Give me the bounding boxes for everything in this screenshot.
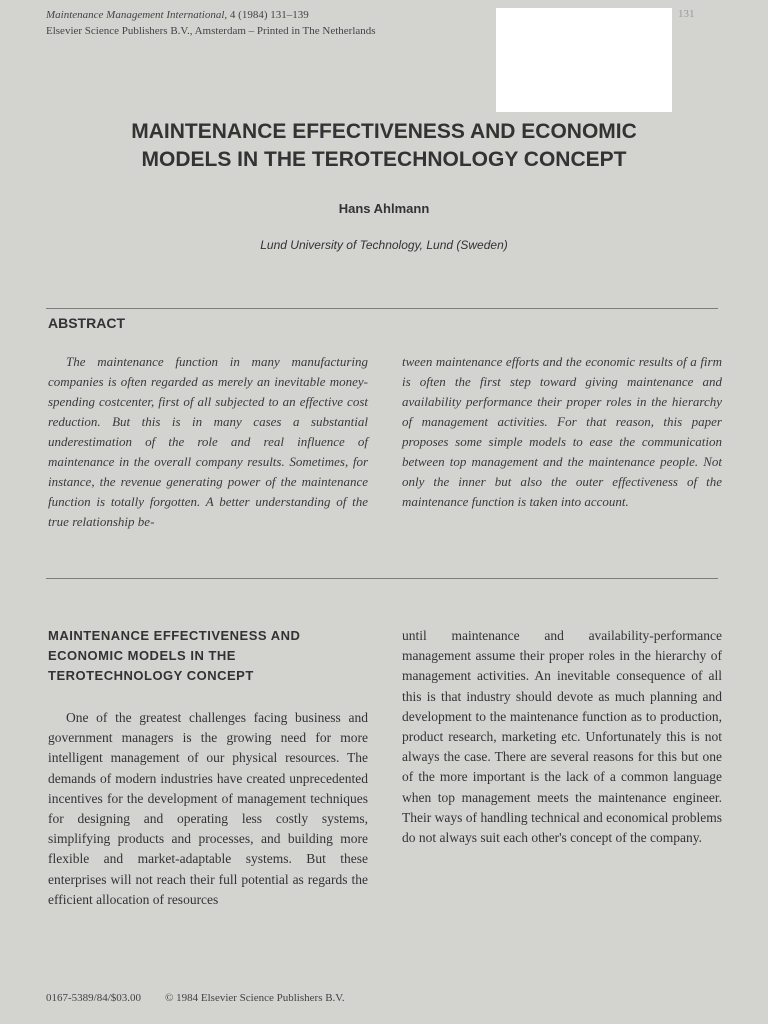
article-code: 0167-5389/84/$03.00 [46,992,142,1004]
copyright-notice: © 1984 Elsevier Science Publishers B.V. [165,992,345,1004]
abstract-heading: ABSTRACT [48,315,125,331]
abstract-right-column: tween maintenance efforts and the economic results of a firm is often the first step toward giving maintenance and availability performance their proper roles in the hierarchy of management activities. For that reason, this paper proposes some simple models to ease the communication between top management and the maintenance people. Not only the inner but also the outer effectiveness of the maintenance function is taken into account. [402,354,722,509]
abstract-left-column: The maintenance function in many manufacturing companies is often regarded as merely an inevitable money-spending costcenter, first of all subjected to an effective cost reduction. But this is in many cases a substantial underestimation of the role and real influence of maintenance in the overall company results. Sometimes, for instance, the revenue generating power of the maintenance function is totally forgotten. A better understanding of the true relationship be- [48,354,368,529]
journal-name: Maintenance Management International [46,9,225,21]
page-number: 131 [678,8,695,20]
citation-details: , 4 (1984) 131–139 [224,9,309,21]
journal-citation [46,9,309,21]
section-heading: MAINTENANCE EFFECTIVENESS AND ECONOMIC MODELS IN THE TEROTECHNOLOGY CONCEPT [48,628,301,683]
body-left-column: One of the greatest challenges facing business and government managers is the growing need for more intelligent management of our physical resources. The demands of modern industries have created unprecedented incentives for the development of management techniques for designing and operating less costly systems, simplifying products and processes, and building more flexible and market-adaptable systems. But these enterprises will not reach their full potential as regards the efficient allocation of resources [48,710,368,907]
body-right-column: until maintenance and availability-performance management assume their proper roles in the hierarchy of management activities. An inevitable consequence of all this is that industry should devote as much planning and development to the maintenance function as to production, product research, marketing etc. Unfortunately this is not always the case. There are several reasons for this but one of the more important is the lack of a common language when top management meets the maintenance engineer. Their ways of handling technical and economical problems do not always suit each other's concept of the company. [402,628,722,846]
author-name: Hans Ahlmann [338,201,430,216]
divider-bottom [46,578,718,579]
publisher-line: Elsevier Science Publishers B.V., Amsterdam – Printed in The Netherlands [46,25,376,37]
footer [46,992,369,1004]
author-affiliation: Lund University of Technology, Lund (Sweden) [260,238,508,252]
title-line-2: MODELS IN THE TEROTECHNOLOGY CONCEPT [141,148,627,171]
blank-label-area [496,8,672,112]
title-line-1: MAINTENANCE EFFECTIVENESS AND ECONOMIC [131,120,637,143]
article-title [60,118,708,174]
divider-top [46,308,718,309]
